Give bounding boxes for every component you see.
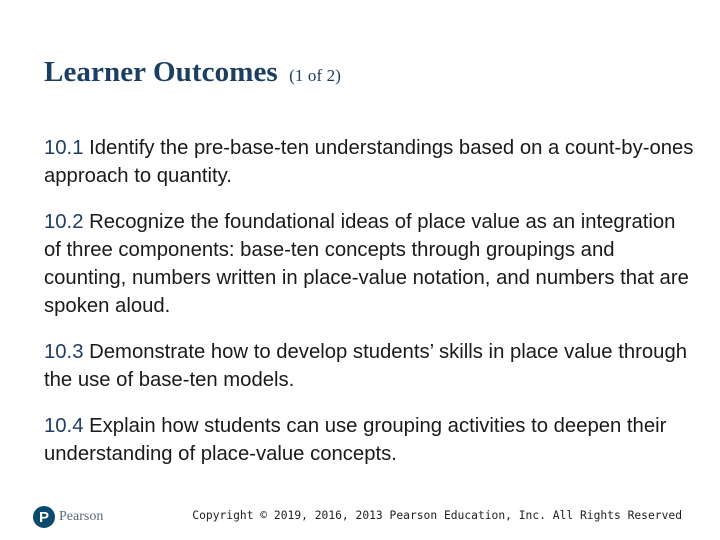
slide-title-suffix: (1 of 2) [289,66,341,85]
outcome-item [44,338,694,394]
pearson-logo [33,505,103,529]
copyright-notice: Copyright © 2019, 2016, 2013 Pearson Education, Inc. All Rights Reserved [192,509,682,522]
outcome-number: 10.4 [44,415,84,437]
outcome-text: Identify the pre-base-ten understandings based on a count-by-ones approach to quantity. [44,137,694,187]
slide-title [44,56,341,89]
outcome-item [44,134,694,190]
pearson-logo-text: Pearson [59,509,104,524]
outcome-number: 10.3 [44,341,84,363]
pearson-logo-icon: P [33,506,55,528]
learner-outcomes-list [44,134,694,468]
outcome-text: Demonstrate how to develop students’ skills in place value through the use of base-ten models. [44,341,688,391]
outcome-item [44,412,694,468]
outcome-number: 10.1 [44,137,84,159]
outcome-text: Recognize the foundational ideas of place value as an integration of three components: base-ten concepts through groupings and counting, numbers written in place-value notation, and numbers that are spoken aloud. [44,211,689,317]
slide-title-text: Learner Outcomes [44,56,278,88]
outcome-text: Explain how students can use grouping activities to deepen their understanding of place-value concepts. [44,415,667,465]
outcome-number: 10.2 [44,211,84,233]
outcome-item [44,208,694,320]
